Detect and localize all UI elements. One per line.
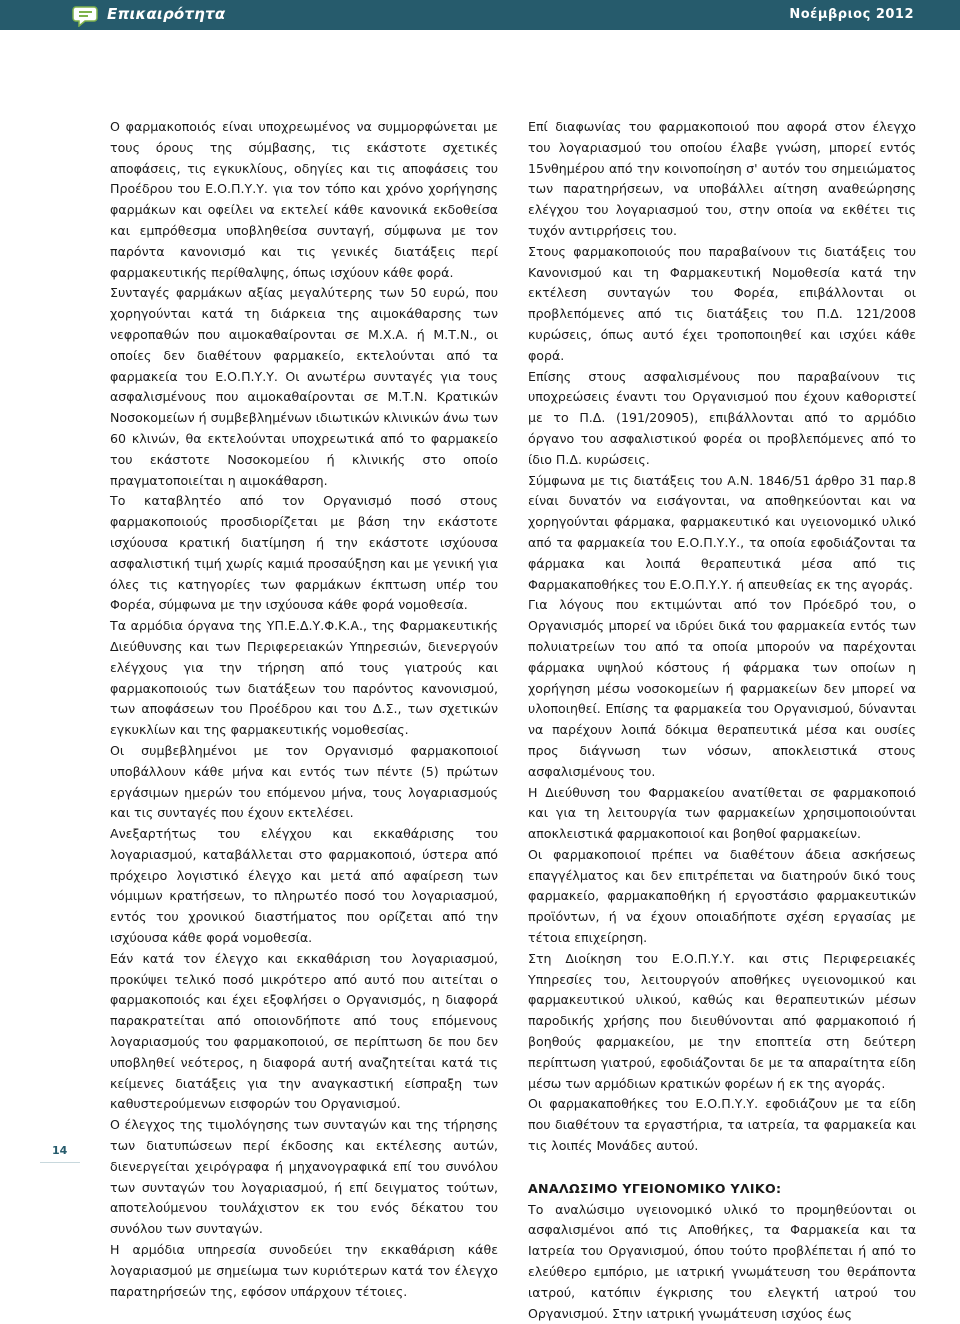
paragraph: Η αρμόδια υπηρεσία συνοδεύει την εκκαθάριση κάθε λογαριασμού με σημείωμα των κυριότερων κατά τον έλεγχο παρατηρήσεών της, εφόσον υπάρχουν τέτοιες.	[110, 1242, 498, 1299]
paragraph: Ο φαρμακοποιός είναι υποχρεωμένος να συμμορφώνεται με τους όρους της σύμβασης, τις εκάστοτε σχετικές αποφάσεις, τις εγκυκλίους, οδηγίες και τις αποφάσεις του Προέδρου του Ε.Ο.Π.Υ.Υ. για τον τόπο και χρόνο χορήγησης φαρμάκων και οφείλει να εκτελεί κάθε κανονικά εκδοθείσα και εμπρόθεσμα υποβληθείσα συνταγή, σύμφωνα με τον παρόντα κανονισμό και τις γενικές διατάξεις περί φαρμακευτικής περίθαλψης, όπως ισχύουν κάθε φορά.	[110, 119, 498, 280]
paragraph: Στη Διοίκηση του Ε.Ο.Π.Υ.Υ. και στις Περιφερειακές Υπηρεσίες του, λειτουργούν αποθήκες υγειονομικού και φαρμακευτικού υλικού, καθώς και θεραπευτικών μέσων παροδικής χρήσης που διευθύνονται από φαρμακοποιό ή βοηθούς φαρμακείου, με την εποπτεία στη δεύτερη περίπτωση γιατρού, εφοδιάζονται δε με τα απαραίτητα είδη μέσω των αρμόδιων κρατικών φορέων ή εκ της αγοράς.	[528, 950, 916, 1091]
paragraph: Στους φαρμακοποιούς που παραβαίνουν τις διατάξεις του Κανονισμού και τη Φαρμακευτική Νομοθεσία κατά την εκτέλεση συνταγών του Φορέα, επιβάλλονται οι προβλεπόμενες από τις διατάξεις του Π.Δ. 121/2008 κυρώσεις, όπως αυτό έχει τροποποιηθεί και ισχύει κάθε φορά.	[528, 243, 916, 363]
paragraph: Οι συμβεβλημένοι με τον Οργανισμό φαρμακοποιοί υποβάλλουν κάθε μήνα και εντός των πέντε (5) πρώτων εργάσιμων ημερών του επόμενου μήνα, τους λογαριασμούς και τις συνταγές που έχουν εκτελέσει.	[110, 742, 498, 821]
paragraph: Η Διεύθυνση του Φαρμακείου ανατίθεται σε φαρμακοποιό και για τη λειτουργία των φαρμακείων χρησιμοποιούνται αποκλειστικά φαρμακοποιοί και βοηθοί φαρμακείων.	[528, 784, 916, 842]
paragraph: Οι φαρμακαποθήκες του Ε.Ο.Π.Υ.Υ. εφοδιάζουν με τα είδη που διαθέτουν τα εργαστήρια, τα ιατρεία, τα φαρμακεία και τις λοιπές Μονάδες αυτού.	[528, 1096, 916, 1154]
paragraph: Τα αρμόδια όργανα της ΥΠ.Ε.Δ.Υ.Φ.Κ.Α., της Φαρμακευτικής Διεύθυνσης και των Περιφερειακών Υπηρεσιών, διενεργούν ελέγχους για την τήρηση από τους γιατρούς και φαρμακοποιούς των διατάξεων του παρόντος κανονισμού, των αποφάσεων του Προέδρου και του Δ.Σ., των σχετικών εγκυκλίων και της φαρμακευτικής νομοθεσίας.	[110, 618, 498, 738]
section-heading: ΑΝΑΛΩΣΙΜΟ ΥΓΕΙΟΝΟΜΙΚΟ ΥΛΙΚΟ:	[528, 1180, 782, 1196]
page-header	[0, 0, 960, 30]
footer-rule	[40, 1162, 80, 1175]
left-column	[110, 117, 498, 1302]
speech-bubble-icon	[72, 3, 102, 27]
paragraph: Ανεξαρτήτως του ελέγχου και εκκαθάρισης του λογαριασμού, καταβάλλεται στο φαρμακοποιό, ύστερα από πρόχειρο λογιστικό έλεγχο και μετά από αφαίρεση των νόμιμων κρατήσεων, το πληρωτέο ποσό του λογαριασμού, εντός του χρονικού διαστήματος που ορίζεται από την ισχύουσα κάθε φορά νομοθεσία.	[110, 826, 498, 946]
right-column	[528, 117, 916, 1324]
section-title: Επικαιρότητα	[107, 5, 226, 23]
paragraph: Επί διαφωνίας του φαρμακοποιού που αφορά στον έλεγχο του λογαριασμού του οποίου έλαβε γνώση, μπορεί εντός 15νθημέρου από την κοινοποίηση σ' αυτόν του σημειώματος των παρατηρήσεων, να υποβάλλει αίτηση αναθεώρησης ελέγχου του λογαριασμού του, στην οποία να εκθέτει τις τυχόν αντιρρήσεις του.	[528, 119, 916, 238]
paragraph: Ο έλεγχος της τιμολόγησης των συνταγών και της τήρησης των διατυπώσεων περί έκδοσης και εκτέλεσης αυτών, διενεργείται χειρόγραφα ή μηχανογραφικά επί του συνόλου των συνταγών του λογαριασμού, ή επί δειγματος τούτων, αποτελούμενου τουλάχιστον εκ του ενός δέκατου του συνόλου των συνταγών.	[110, 1117, 498, 1237]
paragraph: Συνταγές φαρμάκων αξίας μεγαλύτερης των 50 ευρώ, που χορηγούνται κατά τη διάρκεια της αιμοκάθαρσης των νεφροπαθών που αιμοκαθαίρονται σε Μ.Χ.Α. ή Μ.Τ.Ν., οι οποίες δεν διαθέτουν φαρμακείο, εκτελούνται από τα φαρμακεία του Ε.Ο.Π.Υ.Υ. Οι ανωτέρω συνταγές για τους ασφαλισμένους που αιμοκαθαίρονται σε Μ.Τ.Ν. Κρατικών Νοσοκομείων ή συμβεβλημένων ιδιωτικών κλινικών άνω των 60 κλινών, θα εκτελούνται υποχρεωτικά από το φαρμακείο του εκάστοτε Νοσοκομείου ή κλινικής στο οποίο πραγματοποιείται η αιμοκάθαρση.	[110, 285, 498, 488]
paragraph: Επίσης στους ασφαλισμένους που παραβαίνουν τις υποχρεώσεις έναντι του Οργανισμού που έχουν καθοριστεί με το Π.Δ. (191/20905), επιβάλλονται από το αρμόδιο όργανο του ασφαλιστικού φορέα οι προβλεπόμενες από το ίδιο Π.Δ. κυρώσεις.	[528, 368, 916, 467]
paragraph: Οι φαρμακοποιοί πρέπει να διαθέτουν άδεια ασκήσεως επαγγέλματος και δεν επιτρέπεται να διατηρούν δικό τους φαρμακείο, φαρμακαποθήκη ή εργοστάσιο φαρμακευτικών προϊόντων, ή να έχουν οποιαδήποτε σχέση εργασίας με τέτοια επιχείρηση.	[528, 846, 916, 946]
paragraph: Το καταβλητέο από τον Οργανισμό ποσό στους φαρμακοποιούς προσδιορίζεται με βάση την εκάστοτε ισχύουσα κρατική διατίμηση ή την εκάστοτε ισχύουσα ασφαλιστική τιμή χωρίς καμιά προσαύξηση και με γενική για όλες τις κατηγορίες των φαρμάκων έκπτωση υπέρ του Φορέα, σύμφωνα με την ισχύουσα κάθε φορά νομοθεσία.	[110, 493, 498, 613]
paragraph: Εάν κατά τον έλεγχο και εκκαθάριση του λογαριασμού, προκύψει τελικό ποσό μικρότερο από αυτό που αιτείται ο φαρμακοποιός και έχει εξοφλήσει ο Οργανισμός, η διαφορά παρακρατείται από οποιονδήποτε από τους επόμενους λογαριασμούς του φαρμακοποιού, σε περίπτωση δε που δεν υποβληθεί νεότερος, η διαφορά αυτή αναζητείται κατά τις κείμενες διατάξεις για την αναγκαστική είσπραξη των καθυστερούμενων εισφορών του Οργανισμού.	[110, 950, 498, 1112]
issue-date: Νοέμβριος 2012	[789, 7, 914, 22]
page-number: 14	[52, 1144, 68, 1157]
paragraph: Σύμφωνα με τις διατάξεις του Α.Ν. 1846/51 άρθρο 31 παρ.8 είναι δυνατόν να εισάγονται, να αποθηκεύονται και να χορηγούνται φάρμακα, φαρμακευτικό και υγειονομικό υλικό από τα φαρμακεία του Ε.Ο.Π.Υ.Υ., τα οποία εφοδιάζονται τα φάρμακα και λοιπά θεραπευτικά μέσα από τις Φαρμακαποθήκες του Ε.Ο.Π.Υ.Υ. ή απευθείας εκ της αγοράς.	[528, 472, 916, 592]
paragraph: Για λόγους που εκτιμώνται από τον Πρόεδρό του, ο Οργανισμός μπορεί να ιδρύει δικά του φαρμακεία εντός των πολυιατρείων του από τα οποία μπορούν να παρέχονται φάρμακα υψηλού κόστους ή φάρμακα των οποίων η χορήγηση μέσω νοσοκομείων ή φαρμακείων δεν μπορεί να υλοποιηθεί. Επίσης τα φαρμακεία του Οργανισμού, δύνανται να παρέχουν λοιπά δόκιμα θεραπευτικά μέσα και ουσίες προς διάγνωση των νόσων, αποκλειστικά στους ασφαλισμένους του.	[528, 597, 916, 779]
paragraph: Το αναλώσιμο υγειονομικό υλικό το προμηθεύονται οι ασφαλισμένοι από τις Αποθήκες, τα Φαρμακεία και τα Ιατρεία του Οργανισμού, όπου τούτο προβλέπεται ή από το ελεύθερο εμπόριο, με ιατρική γνωμάτευση του θεράποντα ιατρού, κατόπιν έγκρισης του ελεγκτή ιατρού του Οργανισμού. Στην ιατρική γνωμάτευση ισχύος έως	[528, 1201, 916, 1321]
